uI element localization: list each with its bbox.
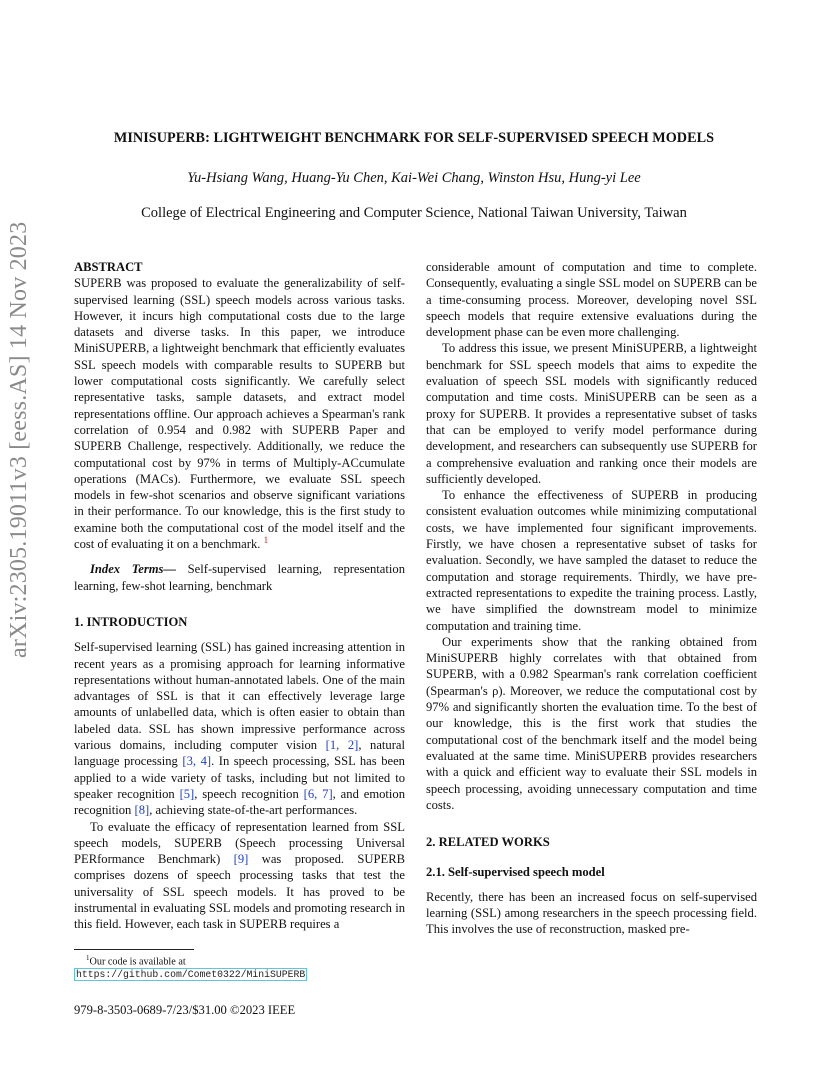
text-span: . In speech processing, SSL has been applied to a wide variety of tasks, including but not limited to speaker recognition xyxy=(74,754,405,801)
footnote-number: 1 xyxy=(86,954,90,962)
index-terms xyxy=(74,561,405,594)
citation-link[interactable]: [9] xyxy=(233,852,249,867)
footnote xyxy=(74,952,405,981)
citation-link[interactable]: [5] xyxy=(179,786,195,801)
intro-paragraph-4: To enhance the effectiveness of SUPERB in producing consistent evaluation outcomes while minimizing computational costs, we have implemented four significant improvements. Firstly, we have chosen a representative subset of tasks for evaluation. Secondly, we have sampled the dataset to reduce the computation and storage requirements. Thirdly, we have pre-extracted representations to expedite the training process. Lastly, we have simplified the downstream model to minimize computation and training time. xyxy=(426,488,757,633)
footnote-text: Our code is available at xyxy=(89,956,186,968)
related-paragraph-1: Recently, there has been an increased focus on self-supervised learning (SSL) among researchers in the speech processing field. This involves the use of reconstruction, masked pre- xyxy=(426,889,757,937)
abstract-body: SUPERB was proposed to evaluate the generalizability of self-supervised learning (SSL) speech models across various tasks. However, it incurs high computational costs due to the large datasets and diverse tasks. In this paper, we introduce MiniSUPERB, a lightweight benchmark that efficiently evaluates SSL speech models with comparable results to SUPERB but lower computational costs significantly. We carefully select representative tasks, sample datasets, and extract model representations offline. Our approach achieves a Spearman's rank correlation of 0.954 and 0.982 with SUPERB Paper and SUPERB Challenge, respectively. Additionally, we reduce the computational cost by 97% in terms of Multiply-ACcumulate operations (MACs). Furthermore, we evaluate SSL speech models in few-shot scenarios and observe significant variations in their performance. To our knowledge, this is the first study to examine both the computational cost of the model itself and the cost of evaluating it on a benchmark. xyxy=(74,276,405,552)
author-list: Yu-Hsiang Wang, Huang-Yu Chen, Kai-Wei Chang, Winston Hsu, Hung-yi Lee xyxy=(187,170,641,186)
text-span: , natural language processing xyxy=(74,738,405,769)
copyright-line: 979-8-3503-0689-7/23/$31.00 ©2023 IEEE xyxy=(74,1003,296,1017)
text-span: Self-supervised learning (SSL) has gained increasing attention in recent years as a promising approach for learning informative representations without human-annotated labels. One of the main advantages of SSL is that it can effectively leverage large amounts of unlabelled data, which is often easier to obtain than labeled data. SSL has shown impressive performance across various domains, including computer vision xyxy=(74,640,405,753)
index-terms-text: Self-supervised learning, representation learning, few-shot learning, benchmark xyxy=(74,562,405,593)
paper-title: MINISUPERB: LIGHTWEIGHT BENCHMARK FOR SELF-SUPERVISED SPEECH MODELS xyxy=(113,130,715,146)
intro-paragraph-3: To address this issue, we present MiniSUPERB, a lightweight benchmark for SSL speech models that aims to expedite the evaluation of speech SSL models with significantly reduced computation and time costs. MiniSUPERB can be seen as a proxy for SUPERB. It provides a representative subset of tasks that can be employed to verify model performance during development, and researchers can subsequently use SUPERB for a comprehensive evaluation and ranking once their models are sufficiently developed. xyxy=(426,341,757,486)
subsection-heading: 2.1. Self-supervised speech model xyxy=(426,865,605,880)
right-column-content xyxy=(426,259,757,938)
citation-link[interactable]: [1, 2] xyxy=(325,738,359,753)
text-span: , speech recognition xyxy=(194,786,304,801)
intro-paragraph-5: Our experiments show that the ranking obtained from MiniSUPERB highly correlates with that obtained from SUPERB, with a 0.982 Spearman's rank correlation coefficient (Spearman's ρ). Moreover, we reduce the computational cost by 97% and significantly shorten the evaluation time. To the best of our knowledge, this is the first work that studies the computational cost of the benchmark itself and the model being evaluated at the same time. MiniSUPERB provides researchers with a quick and efficient way to evaluate their SSL models in speech processing, avoiding unnecessary computation and time costs. xyxy=(426,634,757,812)
left-column xyxy=(74,259,405,940)
related-works-heading: 2. RELATED WORKS xyxy=(426,835,550,850)
text-span: To evaluate the efficacy of representation learned from SSL speech models, SUPERB (Speech processing Universal PERformance Benchmark) xyxy=(74,819,405,867)
code-url-link[interactable]: https://github.com/Comet0322/MiniSUPERB xyxy=(76,969,306,981)
citation-link[interactable]: [3, 4] xyxy=(182,754,212,769)
text-span: , and emotion recognition xyxy=(74,786,405,818)
citation-link[interactable]: [6, 7] xyxy=(303,786,333,801)
intro-heading: 1. INTRODUCTION xyxy=(74,614,188,629)
footnote-divider xyxy=(74,949,194,950)
abstract-text xyxy=(74,275,405,552)
text-span: was proposed. SUPERB comprises dozens of speech processing tasks that test the universality of SSL speech models. It has proved to be instrumental in evaluating SSL models and promoting research in this field. However, each task in SUPERB requires a xyxy=(74,852,405,932)
citation-link[interactable]: [8] xyxy=(134,803,150,818)
arxiv-identifier: arXiv:2305.19011v3 [eess.AS] 14 Nov 2023 xyxy=(6,221,32,658)
footnote-link[interactable]: 1 xyxy=(263,534,269,545)
intro-paragraph-2 xyxy=(74,819,405,933)
affiliation: College of Electrical Engineering and Computer Science, National Taiwan University, Taiwan xyxy=(141,205,687,221)
intro-paragraph-1 xyxy=(74,639,405,818)
index-terms-label: Index Terms— xyxy=(90,562,177,577)
text-span: , achieving state-of-the-art performances. xyxy=(149,803,358,818)
intro-paragraph-2-continued: considerable amount of computation and time to complete. Consequently, evaluating a single SSL model on SUPERB can be a time-consuming process. Moreover, developing novel SSL speech models that require extensive evaluations during the development phase can be even more challenging. xyxy=(426,260,757,340)
abstract-heading: ABSTRACT xyxy=(74,260,143,274)
